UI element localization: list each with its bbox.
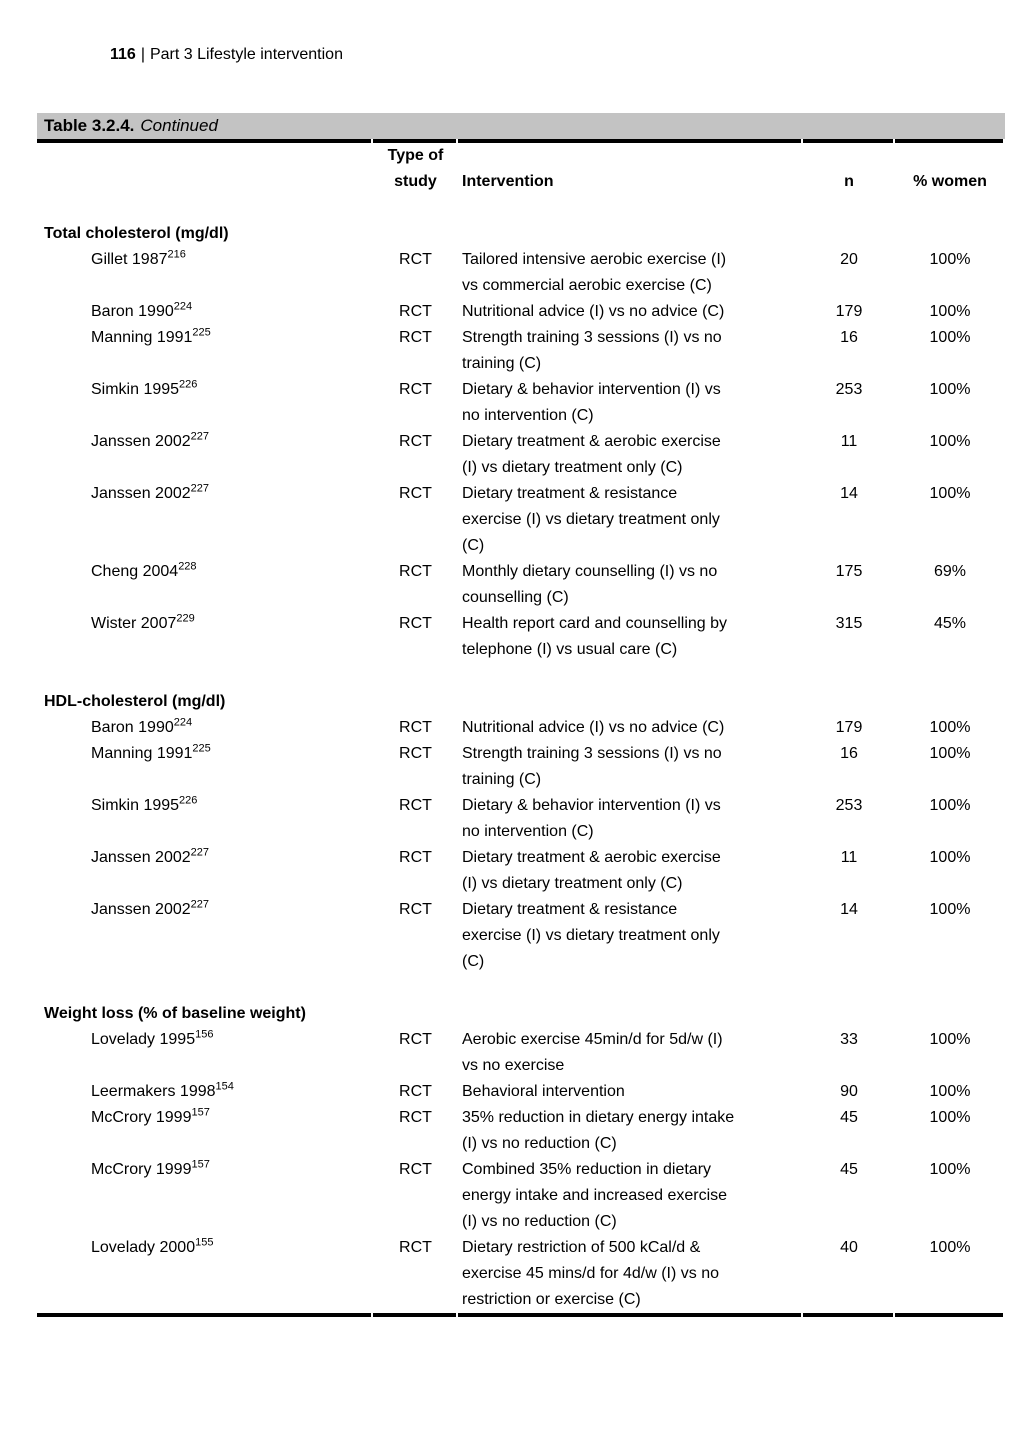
study-reference-number: 228 [178, 560, 197, 573]
study-reference-number: 227 [190, 898, 209, 911]
type-of-study-cell: RCT [399, 849, 432, 866]
type-of-study-cell: RCT [399, 381, 432, 398]
percent-women-cell: 100% [929, 433, 971, 450]
study-name-cell [37, 715, 373, 741]
intervention-cell: Tailored intensive aerobic exercise (I) vs commercial aerobic exercise (C) [462, 251, 727, 294]
rule-segment [458, 1313, 801, 1317]
type-of-study-cell: RCT [399, 563, 432, 580]
intervention-cell: Health report card and counselling by telephone (I) vs usual care (C) [462, 615, 728, 658]
study-name: Baron 1990 [91, 303, 174, 320]
n-cell: 40 [840, 1239, 858, 1256]
study-name: Simkin 1995 [91, 381, 180, 398]
study-row [37, 299, 1005, 325]
study-row [37, 247, 1005, 299]
header-row [37, 143, 1005, 221]
study-name-cell [37, 325, 373, 377]
rule-segment [458, 139, 801, 143]
header-type-of-study-line2: study [394, 173, 437, 190]
rule-segment [895, 139, 1003, 143]
study-name-cell [37, 1157, 373, 1235]
table-title-bar [37, 113, 1005, 139]
study-name-cell [37, 1105, 373, 1157]
n-cell: 11 [840, 849, 858, 866]
study-name: McCrory 1999 [91, 1161, 192, 1178]
study-reference-number: 227 [190, 482, 209, 495]
study-reference-number: 227 [190, 430, 209, 443]
percent-women-cell: 45% [933, 615, 967, 632]
percent-women-cell: 100% [929, 797, 971, 814]
intervention-cell: Dietary restriction of 500 kCal/d & exercise 45 mins/d for 4d/w (I) vs no restriction or exercise (C) [462, 1239, 719, 1308]
section-heading: Weight loss (% of baseline weight) [44, 1005, 306, 1022]
page-header [110, 44, 343, 66]
study-reference-number: 224 [173, 716, 193, 729]
study-name: Leermakers 1998 [91, 1083, 216, 1100]
study-reference-number: 224 [173, 300, 193, 313]
study-row [37, 429, 1005, 481]
study-row [37, 611, 1005, 663]
intervention-cell: Dietary & behavior intervention (I) vs no intervention (C) [462, 381, 721, 424]
n-cell: 179 [835, 719, 863, 736]
study-row [37, 1235, 1005, 1313]
table-header [37, 143, 1005, 221]
study-reference-number: 156 [195, 1028, 214, 1041]
study-row [37, 481, 1005, 559]
percent-women-cell: 100% [929, 901, 971, 918]
n-cell: 16 [840, 329, 858, 346]
type-of-study-cell: RCT [399, 303, 432, 320]
study-row [37, 715, 1005, 741]
section-heading-row [37, 975, 1005, 1027]
percent-women-cell: 100% [929, 485, 971, 502]
percent-women-cell: 100% [929, 719, 971, 736]
study-reference-number: 227 [190, 846, 209, 859]
study-row [37, 559, 1005, 611]
intervention-cell: Dietary treatment & aerobic exercise (I) vs dietary treatment only (C) [462, 433, 721, 476]
study-row [37, 1079, 1005, 1105]
percent-women-cell: 100% [929, 1109, 971, 1126]
study-name-cell [37, 845, 373, 897]
header-type-of-study-line1: Type of [387, 147, 444, 164]
study-reference-number: 225 [192, 326, 211, 339]
percent-women-cell: 100% [929, 745, 971, 762]
study-name: Wister 2007 [91, 615, 177, 632]
study-row [37, 741, 1005, 793]
study-name-cell [37, 897, 373, 975]
type-of-study-cell: RCT [399, 433, 432, 450]
header-percent-women: % women [913, 173, 987, 190]
study-row [37, 1105, 1005, 1157]
study-name: Lovelady 1995 [91, 1031, 196, 1048]
study-row [37, 377, 1005, 429]
percent-women-cell: 100% [929, 329, 971, 346]
section-heading-row [37, 221, 1005, 247]
studies-table [37, 143, 1005, 1313]
study-name-cell [37, 1079, 373, 1105]
type-of-study-cell: RCT [399, 745, 432, 762]
type-of-study-cell: RCT [399, 485, 432, 502]
study-reference-number: 225 [192, 742, 211, 755]
study-row [37, 325, 1005, 377]
study-reference-number: 226 [179, 794, 198, 807]
study-name: Lovelady 2000 [91, 1239, 196, 1256]
study-row [37, 1157, 1005, 1235]
table-top-rule [37, 139, 1005, 143]
study-reference-number: 226 [179, 378, 198, 391]
header-separator: | [140, 46, 145, 63]
study-name: Simkin 1995 [91, 797, 180, 814]
study-reference-number: 155 [195, 1236, 214, 1249]
study-name-cell [37, 429, 373, 481]
section-heading: Total cholesterol (mg/dl) [44, 225, 229, 242]
study-reference-number: 157 [191, 1106, 210, 1119]
n-cell: 315 [835, 615, 863, 632]
rule-segment [803, 1313, 893, 1317]
intervention-cell: Behavioral intervention [462, 1083, 625, 1100]
intervention-cell: Monthly dietary counselling (I) vs no counselling (C) [462, 563, 718, 606]
study-name: Janssen 2002 [91, 849, 191, 866]
rule-segment [37, 1313, 371, 1317]
intervention-cell: Aerobic exercise 45min/d for 5d/w (I) vs no exercise [462, 1031, 723, 1074]
study-name-cell [37, 247, 373, 299]
percent-women-cell: 69% [933, 563, 967, 580]
table-3-2-4 [37, 113, 1005, 1317]
n-cell: 33 [840, 1031, 858, 1048]
study-row [37, 897, 1005, 975]
study-name-cell [37, 611, 373, 663]
table-bottom-rule [37, 1313, 1005, 1317]
type-of-study-cell: RCT [399, 251, 432, 268]
study-row [37, 845, 1005, 897]
study-name-cell [37, 481, 373, 559]
type-of-study-cell: RCT [399, 1239, 432, 1256]
intervention-cell: Nutritional advice (I) vs no advice (C) [462, 303, 725, 320]
header-intervention: Intervention [462, 173, 554, 190]
study-reference-number: 157 [191, 1158, 210, 1171]
n-cell: 16 [840, 745, 858, 762]
study-name-cell [37, 793, 373, 845]
study-name-cell [37, 741, 373, 793]
type-of-study-cell: RCT [399, 329, 432, 346]
rule-segment [37, 139, 371, 143]
rule-segment [803, 139, 893, 143]
percent-women-cell: 100% [929, 849, 971, 866]
type-of-study-cell: RCT [399, 1161, 432, 1178]
section-heading: HDL-cholesterol (mg/dl) [44, 693, 226, 710]
percent-women-cell: 100% [929, 1239, 971, 1256]
percent-women-cell: 100% [929, 1031, 971, 1048]
percent-women-cell: 100% [929, 251, 971, 268]
study-reference-number: 216 [167, 248, 186, 261]
study-name: Gillet 1987 [91, 251, 168, 268]
type-of-study-cell: RCT [399, 1031, 432, 1048]
study-name-cell [37, 1235, 373, 1313]
type-of-study-cell: RCT [399, 797, 432, 814]
study-name: Manning 1991 [91, 745, 193, 762]
study-name-cell [37, 377, 373, 429]
n-cell: 253 [835, 797, 863, 814]
header-n: n [844, 173, 854, 190]
rule-segment [373, 1313, 456, 1317]
percent-women-cell: 100% [929, 1083, 971, 1100]
study-row [37, 1027, 1005, 1079]
study-reference-number: 154 [215, 1080, 234, 1093]
section-heading-row [37, 663, 1005, 715]
study-name: Janssen 2002 [91, 901, 191, 918]
rule-segment [895, 1313, 1003, 1317]
n-cell: 45 [840, 1161, 858, 1178]
type-of-study-cell: RCT [399, 1109, 432, 1126]
percent-women-cell: 100% [929, 1161, 971, 1178]
intervention-cell: Dietary treatment & aerobic exercise (I) vs dietary treatment only (C) [462, 849, 721, 892]
study-name: McCrory 1999 [91, 1109, 192, 1126]
table-body [37, 221, 1005, 1313]
study-name: Baron 1990 [91, 719, 174, 736]
type-of-study-cell: RCT [399, 901, 432, 918]
page-number: 116 [110, 46, 136, 63]
n-cell: 253 [835, 381, 863, 398]
n-cell: 175 [835, 563, 863, 580]
percent-women-cell: 100% [929, 303, 971, 320]
study-name: Manning 1991 [91, 329, 193, 346]
header-empty-cell [37, 143, 373, 221]
type-of-study-cell: RCT [399, 615, 432, 632]
header-type-of-study [373, 143, 458, 221]
intervention-cell: Dietary & behavior intervention (I) vs no intervention (C) [462, 797, 721, 840]
n-cell: 45 [840, 1109, 858, 1126]
study-name: Cheng 2004 [91, 563, 179, 580]
study-name-cell [37, 1027, 373, 1079]
intervention-cell: Nutritional advice (I) vs no advice (C) [462, 719, 725, 736]
study-reference-number: 229 [176, 612, 195, 625]
header-section-title: Part 3 Lifestyle intervention [149, 46, 343, 63]
n-cell: 14 [840, 485, 858, 502]
intervention-cell: Dietary treatment & resistance exercise (I) vs dietary treatment only (C) [462, 901, 720, 970]
study-name: Janssen 2002 [91, 433, 191, 450]
type-of-study-cell: RCT [399, 719, 432, 736]
study-name-cell [37, 299, 373, 325]
n-cell: 20 [840, 251, 858, 268]
study-name-cell [37, 559, 373, 611]
table-title-label: Table 3.2.4. [44, 116, 135, 135]
n-cell: 179 [835, 303, 863, 320]
type-of-study-cell: RCT [399, 1083, 432, 1100]
n-cell: 11 [840, 433, 858, 450]
percent-women-cell: 100% [929, 381, 971, 398]
intervention-cell: Strength training 3 sessions (I) vs no training (C) [462, 329, 722, 372]
intervention-cell: Dietary treatment & resistance exercise (I) vs dietary treatment only (C) [462, 485, 720, 554]
study-name: Janssen 2002 [91, 485, 191, 502]
n-cell: 90 [840, 1083, 858, 1100]
n-cell: 14 [840, 901, 858, 918]
intervention-cell: Combined 35% reduction in dietary energy intake and increased exercise (I) vs no reduction (C) [462, 1161, 728, 1230]
study-row [37, 793, 1005, 845]
intervention-cell: Strength training 3 sessions (I) vs no training (C) [462, 745, 722, 788]
table-title-continued: Continued [140, 116, 218, 135]
intervention-cell: 35% reduction in dietary energy intake (I) vs no reduction (C) [462, 1109, 735, 1152]
